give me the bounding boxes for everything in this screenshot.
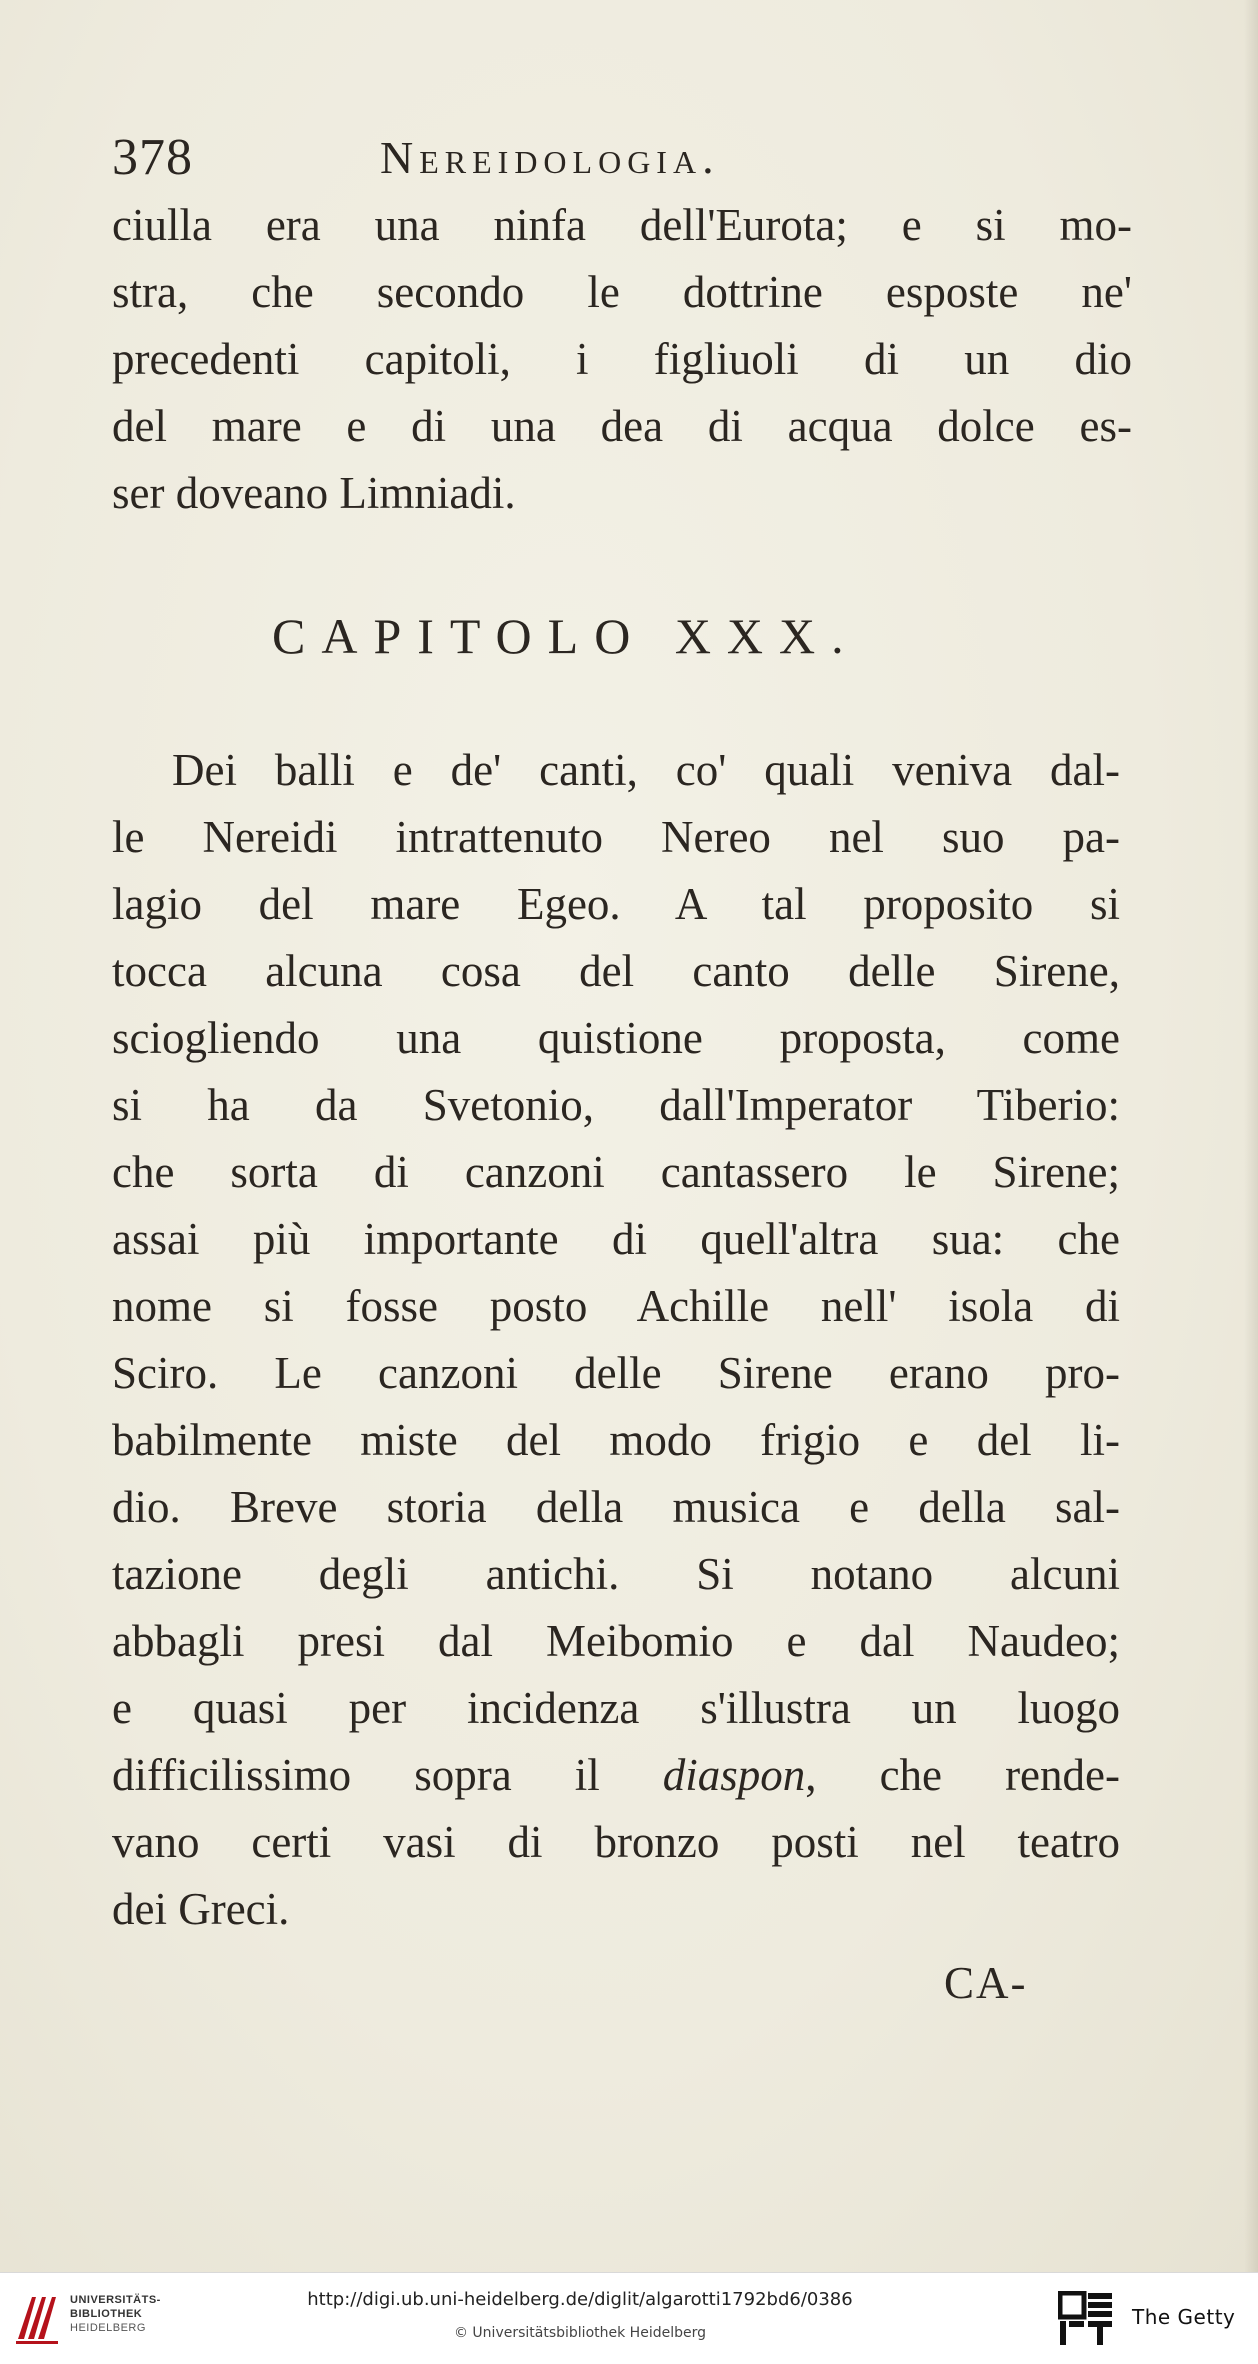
- text-line: Sciro. Le canzoni delle Sirene erano pro-: [112, 1348, 1120, 1398]
- library-name-line: HEIDELBERG: [70, 2322, 146, 2334]
- text-line: sciogliendo una quistione proposta, come: [112, 1013, 1120, 1063]
- text-line: tocca alcuna cosa del canto delle Sirene,: [112, 946, 1120, 996]
- text-line: ser doveano Limniadi.: [112, 468, 516, 518]
- catchword: CA-: [944, 1958, 1028, 2008]
- page-header: [112, 128, 1112, 188]
- text-line: lagio del mare Egeo. A tal proposito si: [112, 879, 1120, 929]
- text-line: ciulla era una ninfa dell'Eurota; e si mo-: [112, 200, 1132, 250]
- running-title: Nereidologia.: [380, 132, 720, 183]
- text-segment: difficilissimo sopra il: [112, 1750, 663, 1800]
- text-line: del mare e di una dea di acqua dolce es-: [112, 401, 1132, 451]
- text-line: nome si fosse posto Achille nell' isola di: [112, 1281, 1120, 1331]
- text-line: dio. Breve storia della musica e della sal-: [112, 1482, 1120, 1532]
- page-number: 378: [112, 129, 193, 186]
- copyright-notice: © Universitätsbibliothek Heidelberg: [453, 2325, 706, 2341]
- text-line: le Nereidi intrattenuto Nereo nel suo pa-: [112, 812, 1120, 862]
- library-name: [70, 2293, 161, 2335]
- library-name-line: BIBLIOTHEK: [70, 2308, 143, 2320]
- text-line: assai più importante di quell'altra sua: che: [112, 1214, 1120, 1264]
- text-line: dei Greci.: [112, 1884, 290, 1934]
- text-line: precedenti capitoli, i figliuoli di un dio: [112, 334, 1132, 384]
- text-line: babilmente miste del modo frigio e del li-: [112, 1415, 1120, 1465]
- text-line: vano certi vasi di bronzo posti nel teatro: [112, 1817, 1120, 1867]
- university-library-logo-icon[interactable]: [14, 2289, 60, 2347]
- text-line: e quasi per incidenza s'illustra un luogo: [112, 1683, 1120, 1733]
- text-line: abbagli presi dal Meibomio e dal Naudeo;: [112, 1616, 1120, 1666]
- text-line: tazione degli antichi. Si notano alcuni: [112, 1549, 1120, 1599]
- italic-term: diaspon: [662, 1750, 806, 1800]
- paragraph-continuation: [112, 192, 1132, 527]
- text-line: che sorta di canzoni cantassero le Sirene;: [112, 1147, 1120, 1197]
- library-name-line: UNIVERSITÄTS-: [70, 2294, 161, 2306]
- text-line: Dei balli e de' canti, co' quali veniva dal-: [172, 745, 1120, 795]
- footer-bar: [0, 2272, 1258, 2364]
- permalink-url[interactable]: http://digi.ub.uni-heidelberg.de/diglit/algarotti1792bd6/0386: [307, 2289, 853, 2310]
- text-line: si ha da Svetonio, dall'Imperator Tiberio:: [112, 1080, 1120, 1130]
- text-segment: , che rende-: [805, 1750, 1120, 1800]
- text-line: stra, che secondo le dottrine esposte ne': [112, 267, 1132, 317]
- chapter-heading: CAPITOLO XXX.: [272, 608, 860, 664]
- getty-logo-icon[interactable]: [1058, 2291, 1114, 2347]
- sponsor-name: The Getty: [1132, 2305, 1236, 2329]
- text-line: [112, 1742, 1120, 1809]
- page-edge-shadow: [1244, 0, 1258, 2272]
- chapter-summary: [112, 737, 1120, 1943]
